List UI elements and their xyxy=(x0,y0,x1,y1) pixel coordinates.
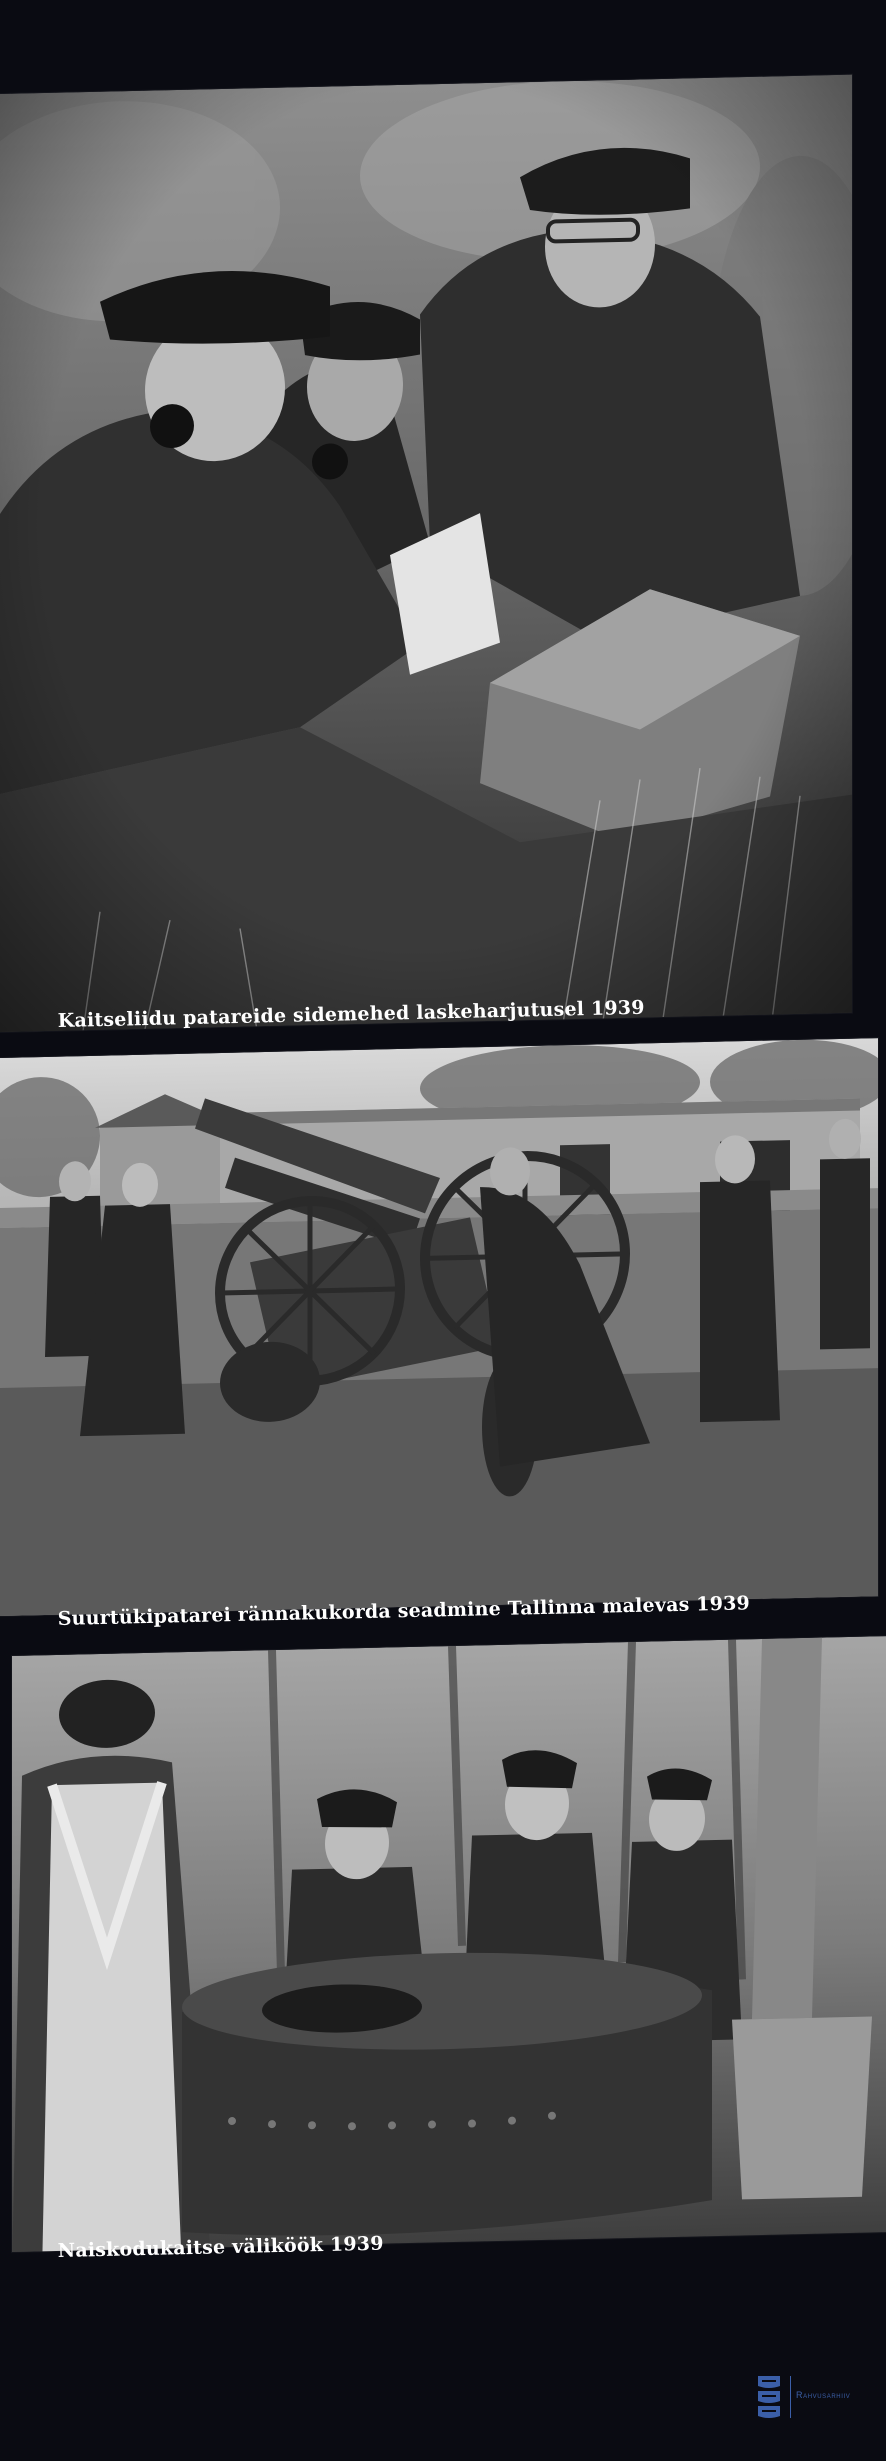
photo-signal-soldiers xyxy=(0,75,852,1032)
logo-divider xyxy=(790,2376,791,2418)
photo-artillery xyxy=(0,1038,878,1616)
photo-field-kitchen-image xyxy=(12,1636,886,2252)
photo-signal-soldiers-image xyxy=(0,75,852,1032)
caption-photo-1: Kaitseliidu patareide sidemehed laskeharjutusel 1939 xyxy=(57,996,645,1032)
rahvusarhiiv-logo xyxy=(756,2374,866,2424)
logo-text: Rahvusarhiiv xyxy=(796,2390,851,2400)
photo-field-kitchen xyxy=(12,1636,886,2252)
caption-bar-2 xyxy=(0,1592,886,1640)
caption-bar-1 xyxy=(0,996,886,1044)
estonian-coat-of-arms-icon xyxy=(756,2374,782,2420)
photo-artillery-image xyxy=(0,1038,878,1616)
caption-bar-3 xyxy=(0,2228,886,2272)
caption-photo-3: Naiskodukaitse väliköök 1939 xyxy=(57,2232,384,2262)
caption-photo-2: Suurtükipatarei rännakukorda seadmine Tallinna malevas 1939 xyxy=(57,1592,751,1630)
